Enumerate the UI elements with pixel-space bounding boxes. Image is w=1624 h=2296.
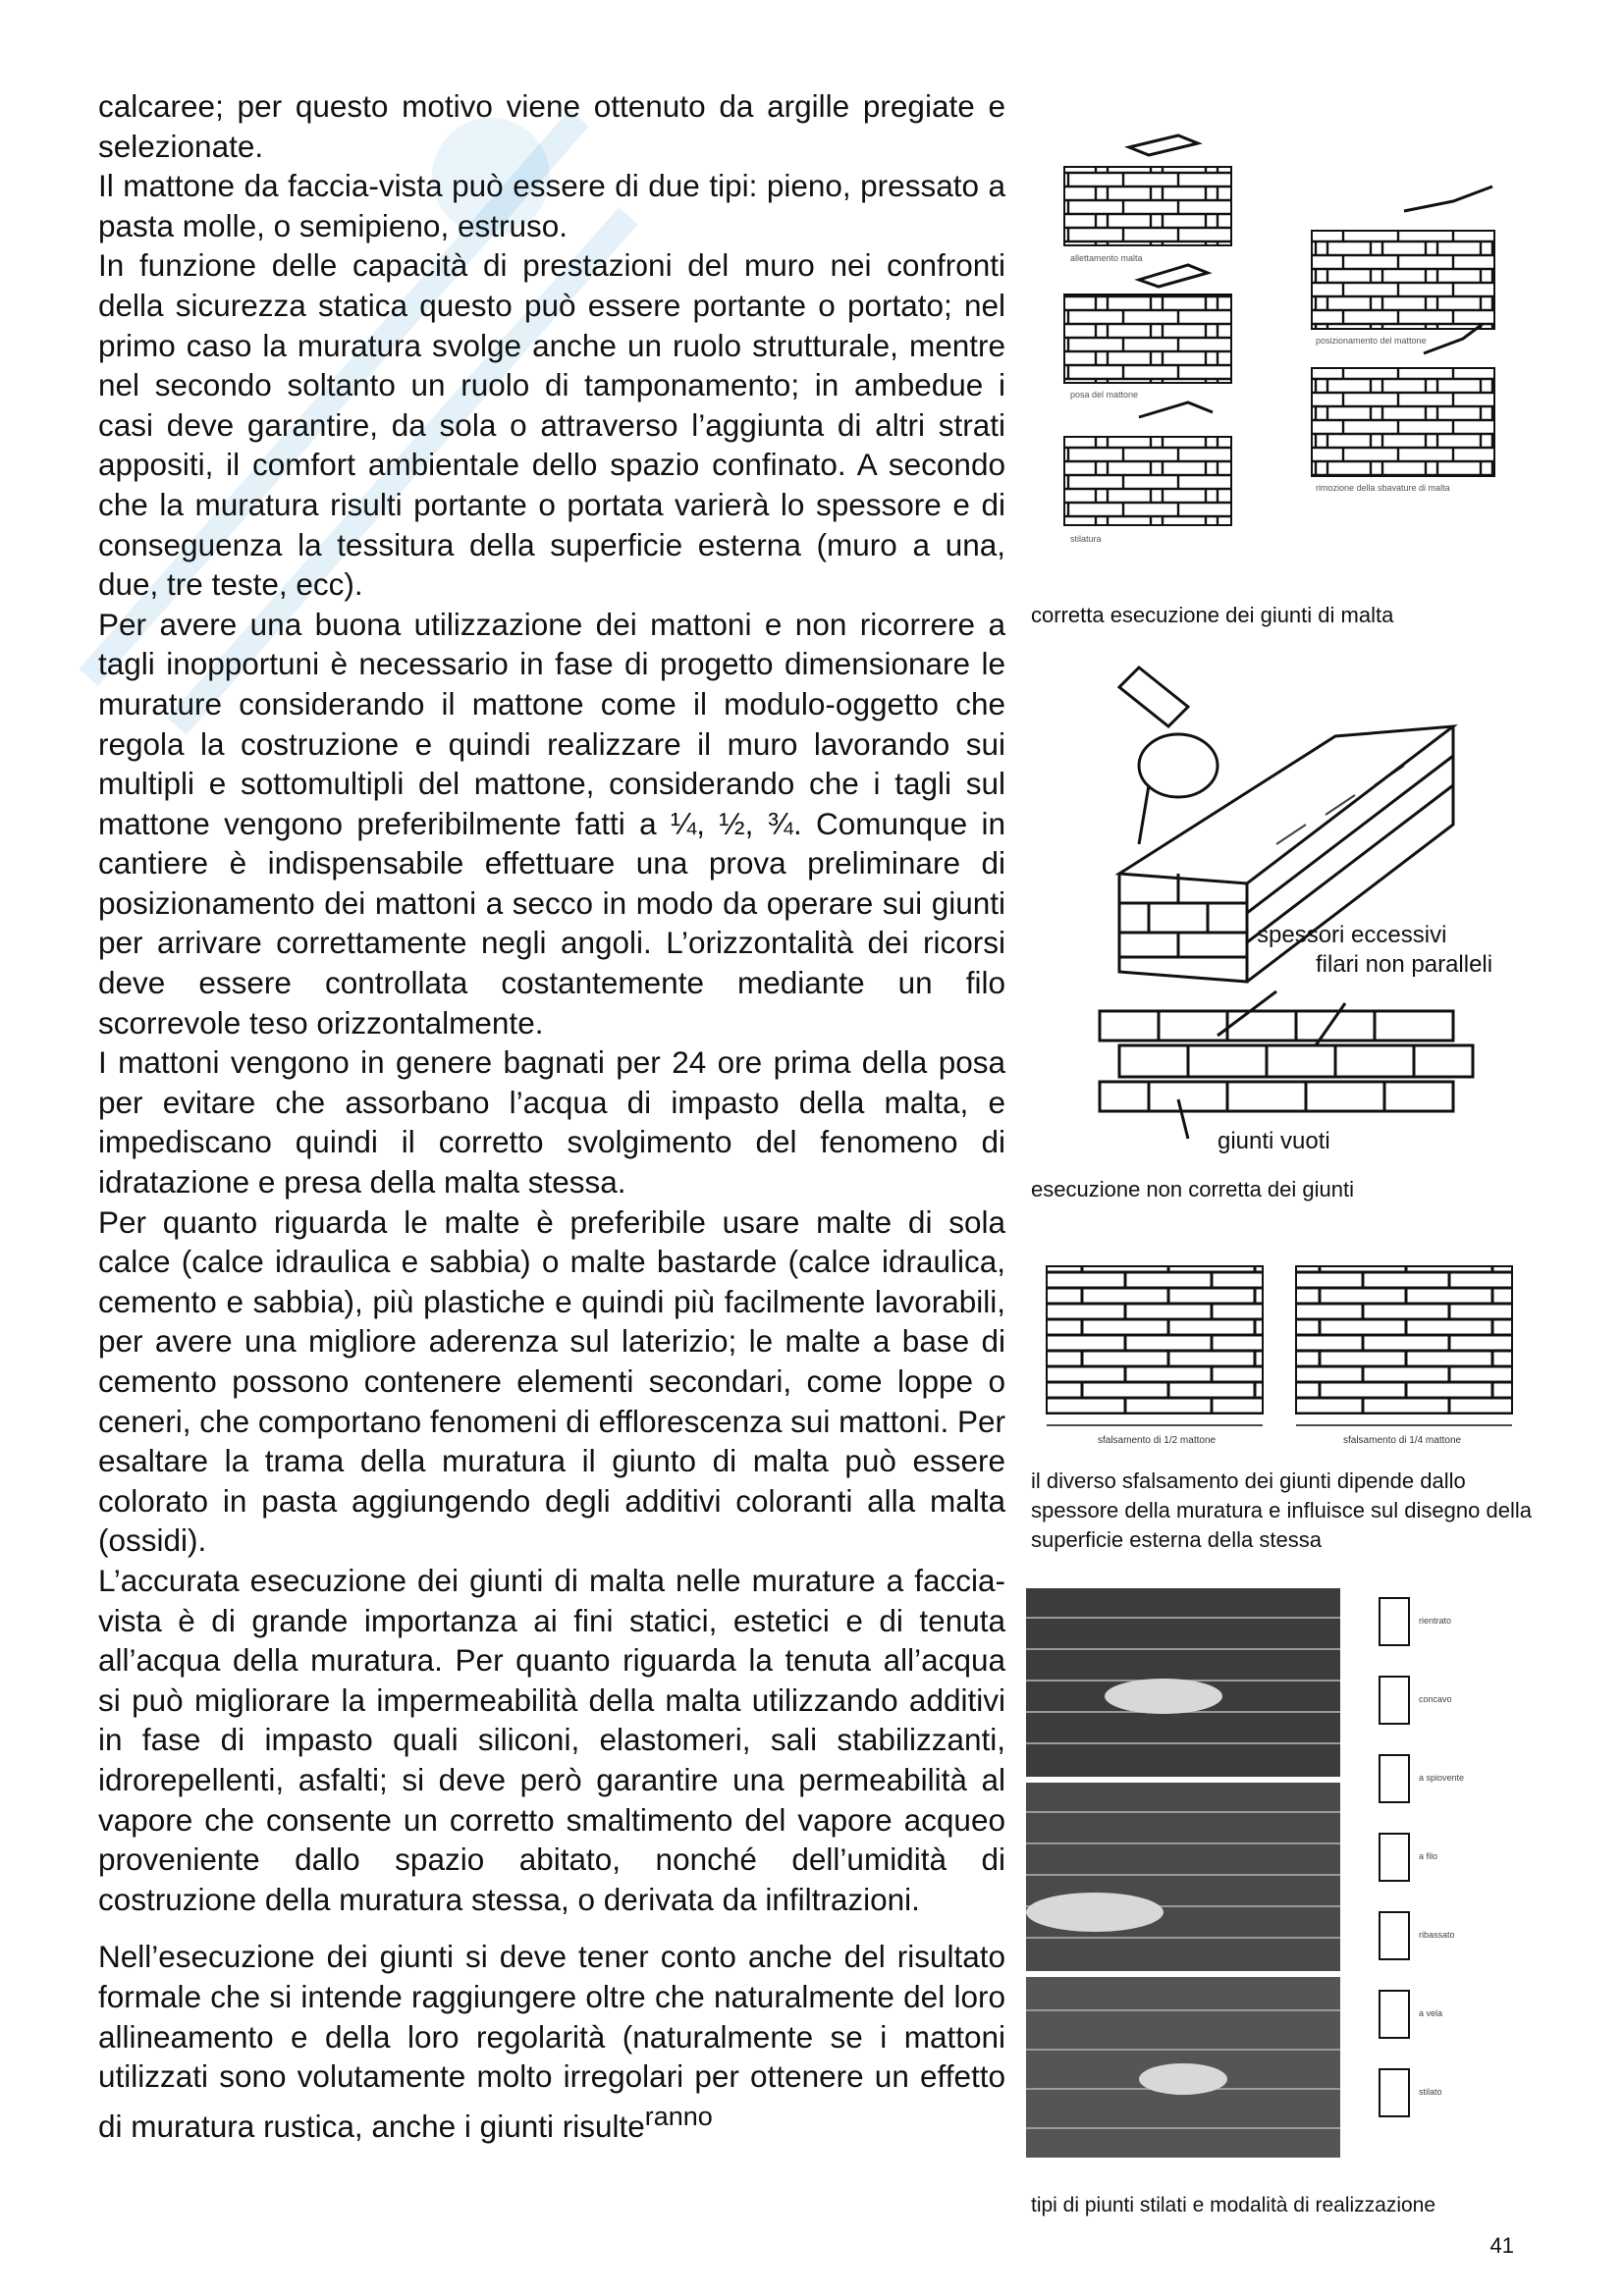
fig4-label: ribassato <box>1419 1930 1455 1940</box>
fig1-label: allettamento malta <box>1070 253 1143 263</box>
figure-correct-joints <box>1051 118 1542 550</box>
fig4-label: concavo <box>1419 1694 1452 1704</box>
caption-pointed-joints: tipi di piunti stilati e modalità di realizzazione <box>1031 2194 1436 2216</box>
fig4-label: rientrato <box>1419 1616 1452 1626</box>
fig2-label: filari non paralleli <box>1316 951 1493 978</box>
page-number: 41 <box>1489 2233 1514 2258</box>
fig1-label: rimozione della sbavature di malta <box>1316 483 1450 493</box>
photo-2 <box>1026 1783 1340 1971</box>
paragraph-last-text: Nell’esecuzione dei giunti si deve tener conto anche del risultato formale che si intende raggiungere oltre che naturalmente del loro allineamento e della loro regolarità (naturalmente se i mattoni utilizzati sono volutamente molto irregolari per ottenere un effetto di muratura rustica, anche i giunti risulte <box>98 1939 1005 2144</box>
fig3-label: sfalsamento di 1/2 mattone <box>1098 1435 1217 1446</box>
fig2-label: spessori eccessivi <box>1257 922 1447 948</box>
fig1-label: posa del mattone <box>1070 390 1139 400</box>
paragraph-last <box>98 1937 1005 2146</box>
fig4-label: a spiovente <box>1419 1773 1465 1783</box>
fig3-label: sfalsamento di 1/4 mattone <box>1343 1435 1462 1446</box>
figure-joint-staggering <box>1039 1256 1530 1453</box>
paragraph: In funzione delle capacità di prestazioni del muro nei confronti della sicurezza statica questo può essere portante o portato; nel primo caso la muratura svolge anche un ruolo strutturale, mentre nel secondo soltanto un ruolo di tamponamento; in ambedue i casi deve garantire, da sola o attraverso l’aggiunta di altri strati appositi, il comfort ambientale dello spazio confinato. A secondo che la muratura risulti portante o portata varierà lo spessore e di conseguenza la tessitura della superficie esterna (muro a una, due, tre teste, ecc). <box>98 247 1005 603</box>
paragraph: I mattoni vengono in genere bagnati per 24 ore prima della posa per evitare che assorbano l’acqua di impasto della malta, e impediscano quindi il corretto svolgimento del fenomeno di idratazione e presa della malta stessa. <box>98 1044 1005 1201</box>
paragraph: Per quanto riguarda le malte è preferibile usare malte di sola calce (calce idraulica e sabbia) o malte bastarde (calce idraulica, cemento e sabbia), più plastiche e quindi più facilmente lavorabili, per avere una migliore aderenza sul laterizio; le malte a base di cemento possono contenere elementi secondari, come loppe o ceneri, che comportano fenomeni di efflorescenza sui mattoni. Per esaltare la trama della muratura il giunto di malta può essere colorato in pasta aggiungendo degli additivi coloranti alla malta (ossidi). <box>98 1203 1005 1559</box>
caption-correct-joints: corretta esecuzione dei giunti di malta <box>1031 603 1394 627</box>
fig1-label: stilatura <box>1070 534 1102 544</box>
fig4-label: a vela <box>1419 2008 1443 2018</box>
figure-incorrect-joints <box>1080 648 1512 1168</box>
caption-joint-staggering: il diverso sfalsamento dei giunti dipende dallo spessore della muratura e influisce sul disegno della superficie esterna della stessa <box>1031 1468 1532 1552</box>
paragraph: Per avere una buona utilizzazione dei mattoni e non ricorrere a tagli inopportuni è necessario in fase di progetto dimensionare le murature considerando il mattone come il modulo-oggetto che regola la costruzione e quindi realizzare il muro lavorando sui multipli e sottomultipli del mattone, considerando che i tagli sul mattone vengono preferibilmente fatti a ¼, ½, ¾. Comunque in cantiere è indispensabile effettuare una prova preliminare di posizionamento dei mattoni a secco in modo da operare sui giunti per arrivare correttamente negli angoli. L’orizzontalità dei ricorsi deve essere controllata costantemente mediante un filo scorrevole teso orizzontalmente. <box>98 606 1005 1041</box>
fig1-label: posizionamento del mattone <box>1316 336 1427 346</box>
paragraph: Il mattone da faccia-vista può essere di due tipi: pieno, pressato a pasta molle, o semipieno, estruso. <box>98 168 1005 243</box>
fig4-label: stilato <box>1419 2087 1442 2097</box>
paragraph-tail: ranno <box>644 2101 713 2131</box>
fig2-label: giunti vuoti <box>1218 1128 1330 1154</box>
figure-pointed-joints <box>1026 1588 1537 2158</box>
caption-incorrect-joints: esecuzione non corretta dei giunti <box>1031 1177 1354 1201</box>
paragraph: calcaree; per questo motivo viene ottenuto da argille pregiate e selezionate. <box>98 88 1005 164</box>
paragraph: L’accurata esecuzione dei giunti di malta nelle murature a faccia-vista è di grande importanza ai fini statici, estetici e di tenuta all’acqua della muratura. Per quanto riguarda la tenuta all’acqua si può migliorare la impermeabilità della malta utilizzando additivi in fase di impasto quali siliconi, elastomeri, sali stabilizzanti, idrorepellenti, asfalti; si deve però garantire una permeabilità al vapore che consente un corretto smaltimento del vapore acqueo proveniente dallo spazio abitato, nonché dell’umidità di costruzione della muratura stessa, o derivata da infiltrazioni. <box>98 1562 1005 1917</box>
fig4-label: a filo <box>1419 1851 1438 1861</box>
body-text <box>98 86 1005 2146</box>
